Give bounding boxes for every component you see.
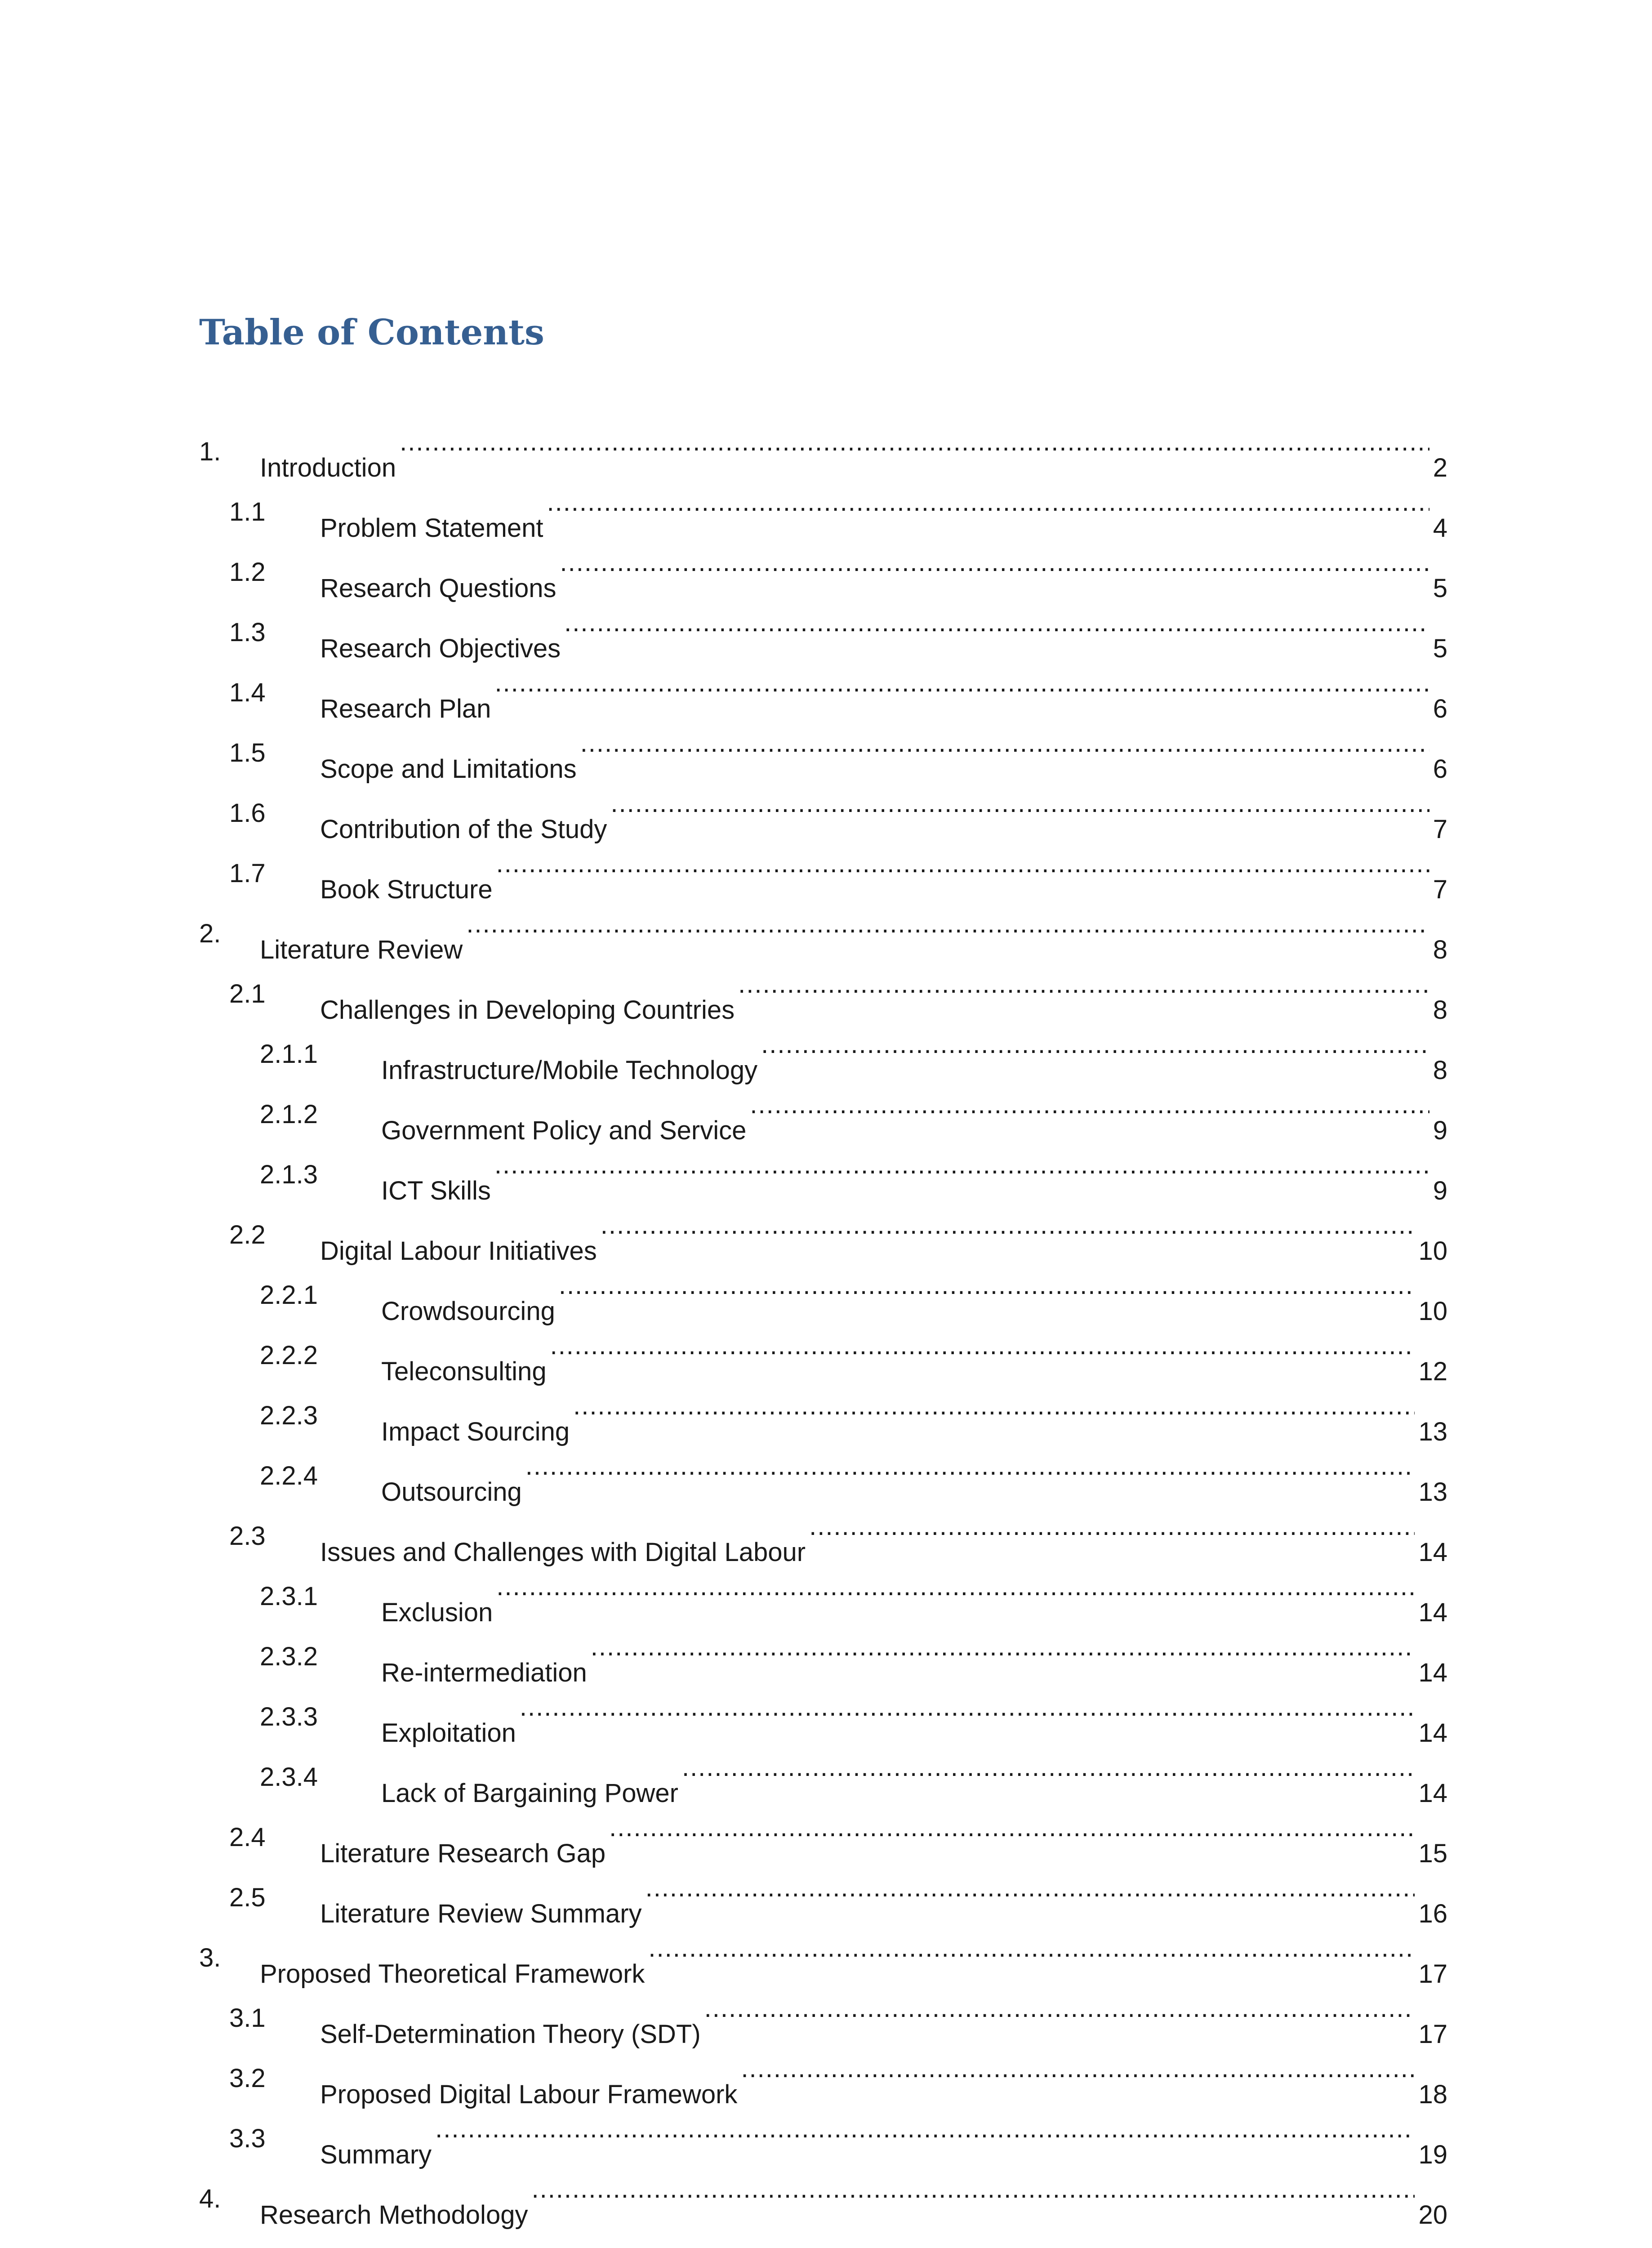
toc-entry-page-number: 19 <box>1415 2130 1447 2180</box>
toc-entry-number: 3.3 <box>229 2124 266 2153</box>
toc-entry-number: 2.1.2 <box>260 1100 318 1129</box>
dot-leader <box>494 668 1429 718</box>
dot-leader <box>531 2174 1415 2224</box>
toc-entry-page-number: 17 <box>1415 2010 1447 2059</box>
toc-entry[interactable] <box>229 849 1447 904</box>
toc-entry-number: 1.6 <box>229 798 266 828</box>
toc-entry-page-number: 2 <box>1429 443 1447 493</box>
toc-entry-number: 1.1 <box>229 497 266 526</box>
toc-entry-number: 2.2.1 <box>260 1280 318 1310</box>
dot-leader <box>496 849 1429 898</box>
toc-entry[interactable] <box>229 1512 1447 1567</box>
toc-entry-page-number: 9 <box>1429 1166 1447 1216</box>
toc-entry-title: Proposed Theoretical Framework <box>260 1949 648 1999</box>
toc-entry-number: 2.2 <box>229 1220 266 1249</box>
dot-leader <box>547 487 1429 537</box>
toc-entry[interactable] <box>229 608 1447 663</box>
toc-entry-page-number: 9 <box>1429 1106 1447 1155</box>
toc-entry[interactable] <box>260 1030 1447 1085</box>
toc-entry-title: Exploitation <box>381 1708 520 1758</box>
dot-leader <box>704 1994 1415 2043</box>
toc-entry[interactable] <box>229 487 1447 543</box>
toc-entry-page-number: 16 <box>1415 1889 1447 1939</box>
toc-entry-title: Exclusion <box>381 1588 496 1637</box>
dot-leader <box>560 548 1429 597</box>
toc-entry-page-number: 4 <box>1429 504 1447 553</box>
toc-entry-title: Research Plan <box>320 684 494 734</box>
toc-entry[interactable] <box>199 2174 1447 2230</box>
toc-entry-page-number: 14 <box>1415 1708 1447 1758</box>
toc-entry-number: 1. <box>199 437 221 466</box>
toc-entry[interactable] <box>260 1331 1447 1386</box>
toc-entry[interactable] <box>229 2114 1447 2169</box>
dot-leader <box>761 1030 1429 1079</box>
toc-entry-title: Scope and Limitations <box>320 745 580 794</box>
toc-entry-title: Introduction <box>260 443 400 493</box>
toc-entry-title: Impact Sourcing <box>381 1407 573 1457</box>
toc-entry[interactable] <box>260 1451 1447 1507</box>
dot-leader <box>559 1271 1415 1320</box>
toc-entry-number: 1.5 <box>229 738 266 767</box>
toc-entry-title: Proposed Digital Labour Framework <box>320 2070 741 2119</box>
toc-entry-page-number: 14 <box>1415 1588 1447 1637</box>
toc-entry-number: 1.4 <box>229 678 266 707</box>
dot-leader <box>520 1692 1415 1742</box>
toc-entry-title: Summary <box>320 2130 435 2180</box>
toc-entry[interactable] <box>260 1150 1447 1205</box>
toc-entry-title: Literature Research Gap <box>320 1829 609 1878</box>
toc-entry-number: 2.2.4 <box>260 1461 318 1490</box>
toc-entry[interactable] <box>260 1090 1447 1145</box>
toc-entry-page-number: 12 <box>1415 1347 1447 1396</box>
toc-entry-number: 2.3.4 <box>260 1762 318 1792</box>
toc-entry[interactable] <box>260 1692 1447 1748</box>
toc-entry-title: Research Methodology <box>260 2190 531 2240</box>
toc-entry[interactable] <box>229 1210 1447 1266</box>
toc-entry-title: Research Objectives <box>320 624 564 674</box>
dot-leader <box>741 2054 1415 2103</box>
toc-entry-number: 2.3.2 <box>260 1642 318 1671</box>
toc-entry[interactable] <box>199 909 1447 964</box>
toc-entry[interactable] <box>229 1873 1447 1928</box>
dot-leader <box>750 1090 1429 1139</box>
dot-leader <box>573 1391 1415 1441</box>
toc-entry-number: 2.3.3 <box>260 1702 318 1731</box>
toc-entry-number: 2.1.3 <box>260 1160 318 1189</box>
toc-entry[interactable] <box>260 1271 1447 1326</box>
toc-entry-title: Crowdsourcing <box>381 1287 559 1336</box>
toc-entry[interactable] <box>229 728 1447 784</box>
toc-entry-title: Self-Determination Theory (SDT) <box>320 2010 704 2059</box>
toc-entry[interactable] <box>260 1572 1447 1627</box>
toc-entry-title: Literature Review <box>260 925 466 975</box>
dot-leader <box>609 1813 1415 1862</box>
toc-entry-page-number: 7 <box>1429 865 1447 914</box>
toc-entry-page-number: 13 <box>1415 1467 1447 1517</box>
toc-entry[interactable] <box>229 548 1447 603</box>
toc-entry-number: 2.2.2 <box>260 1341 318 1370</box>
toc-entry-title: Book Structure <box>320 865 496 914</box>
toc-entry-number: 2.1.1 <box>260 1039 318 1069</box>
toc-entry-title: Problem Statement <box>320 504 547 553</box>
toc-entry-title: Re-intermediation <box>381 1648 591 1698</box>
toc-entry-title: Infrastructure/Mobile Technology <box>381 1046 761 1095</box>
dot-leader <box>564 608 1429 657</box>
toc-entry-number: 2.5 <box>229 1883 266 1912</box>
toc-entry-page-number: 7 <box>1429 805 1447 854</box>
toc-entry-page-number: 14 <box>1415 1769 1447 1818</box>
dot-leader <box>738 969 1429 1019</box>
toc-entry-page-number: 5 <box>1429 624 1447 674</box>
toc-entry-number: 2.2.3 <box>260 1401 318 1430</box>
dot-leader <box>601 1210 1415 1260</box>
toc-entry-page-number: 8 <box>1429 986 1447 1035</box>
dot-leader <box>466 909 1429 959</box>
dot-leader <box>525 1451 1415 1501</box>
toc-entry-page-number: 13 <box>1415 1407 1447 1457</box>
toc-entry[interactable] <box>260 1391 1447 1446</box>
toc-entry[interactable] <box>229 789 1447 844</box>
toc-entry-number: 2.3.1 <box>260 1582 318 1611</box>
toc-entry-number: 2. <box>199 919 221 948</box>
toc-entry-number: 3. <box>199 1943 221 1972</box>
dot-leader <box>580 728 1429 778</box>
dot-leader <box>550 1331 1415 1380</box>
toc-entry-title: Issues and Challenges with Digital Labour <box>320 1528 809 1577</box>
toc-entry-number: 3.2 <box>229 2064 266 2093</box>
dot-leader <box>646 1873 1415 1922</box>
toc-entry-number: 1.3 <box>229 618 266 647</box>
toc-entry-page-number: 10 <box>1415 1227 1447 1276</box>
toc-entry-title: Lack of Bargaining Power <box>381 1769 682 1818</box>
toc-entry-title: Literature Review Summary <box>320 1889 646 1939</box>
toc-entry-page-number: 5 <box>1429 564 1447 613</box>
toc-entry[interactable] <box>229 668 1447 723</box>
toc-entry[interactable] <box>260 1753 1447 1808</box>
dot-leader <box>494 1150 1429 1200</box>
toc-entry-page-number: 14 <box>1415 1528 1447 1577</box>
toc-entry-title: Outsourcing <box>381 1467 525 1517</box>
toc-entry-number: 3.1 <box>229 2003 266 2033</box>
dot-leader <box>648 1933 1415 1983</box>
toc-entry-number: 2.3 <box>229 1521 266 1551</box>
toc-title: Table of Contents <box>199 312 544 353</box>
toc-entry[interactable] <box>260 1632 1447 1687</box>
toc-entry-title: Government Policy and Service <box>381 1106 750 1155</box>
dot-leader <box>400 427 1429 477</box>
toc-entry-number: 2.1 <box>229 979 266 1008</box>
toc-entry-title: Digital Labour Initiatives <box>320 1227 601 1276</box>
toc-entry-number: 4. <box>199 2184 221 2213</box>
toc-entry-title: Challenges in Developing Countries <box>320 986 738 1035</box>
toc-entry-title: Teleconsulting <box>381 1347 550 1396</box>
toc-entry[interactable] <box>199 1933 1447 1989</box>
toc-entry-title: ICT Skills <box>381 1166 494 1216</box>
toc-entry-page-number: 6 <box>1429 684 1447 734</box>
toc-entry[interactable] <box>229 1994 1447 2049</box>
dot-leader <box>496 1572 1415 1621</box>
toc-entry-page-number: 14 <box>1415 1648 1447 1698</box>
toc-entry-page-number: 6 <box>1429 745 1447 794</box>
dot-leader <box>809 1512 1415 1561</box>
toc-entry-number: 2.4 <box>229 1823 266 1852</box>
dot-leader <box>591 1632 1415 1682</box>
toc-entry-page-number: 20 <box>1415 2190 1447 2240</box>
toc-entry-title: Research Questions <box>320 564 560 613</box>
toc-entry-page-number: 8 <box>1429 1046 1447 1095</box>
dot-leader <box>682 1753 1415 1802</box>
toc-entry[interactable] <box>229 969 1447 1025</box>
dot-leader <box>610 789 1429 838</box>
toc-entry-page-number: 10 <box>1415 1287 1447 1336</box>
toc-entry-number: 1.2 <box>229 558 266 587</box>
toc-entry-page-number: 18 <box>1415 2070 1447 2119</box>
toc-entry-page-number: 15 <box>1415 1829 1447 1878</box>
toc-entry[interactable] <box>199 427 1447 482</box>
dot-leader <box>435 2114 1415 2163</box>
toc-entry-number: 1.7 <box>229 859 266 888</box>
toc-entry[interactable] <box>229 1813 1447 1868</box>
toc-entry[interactable] <box>229 2054 1447 2109</box>
toc-entry-page-number: 8 <box>1429 925 1447 975</box>
toc-entry-title: Contribution of the Study <box>320 805 610 854</box>
toc-entry-page-number: 17 <box>1415 1949 1447 1999</box>
